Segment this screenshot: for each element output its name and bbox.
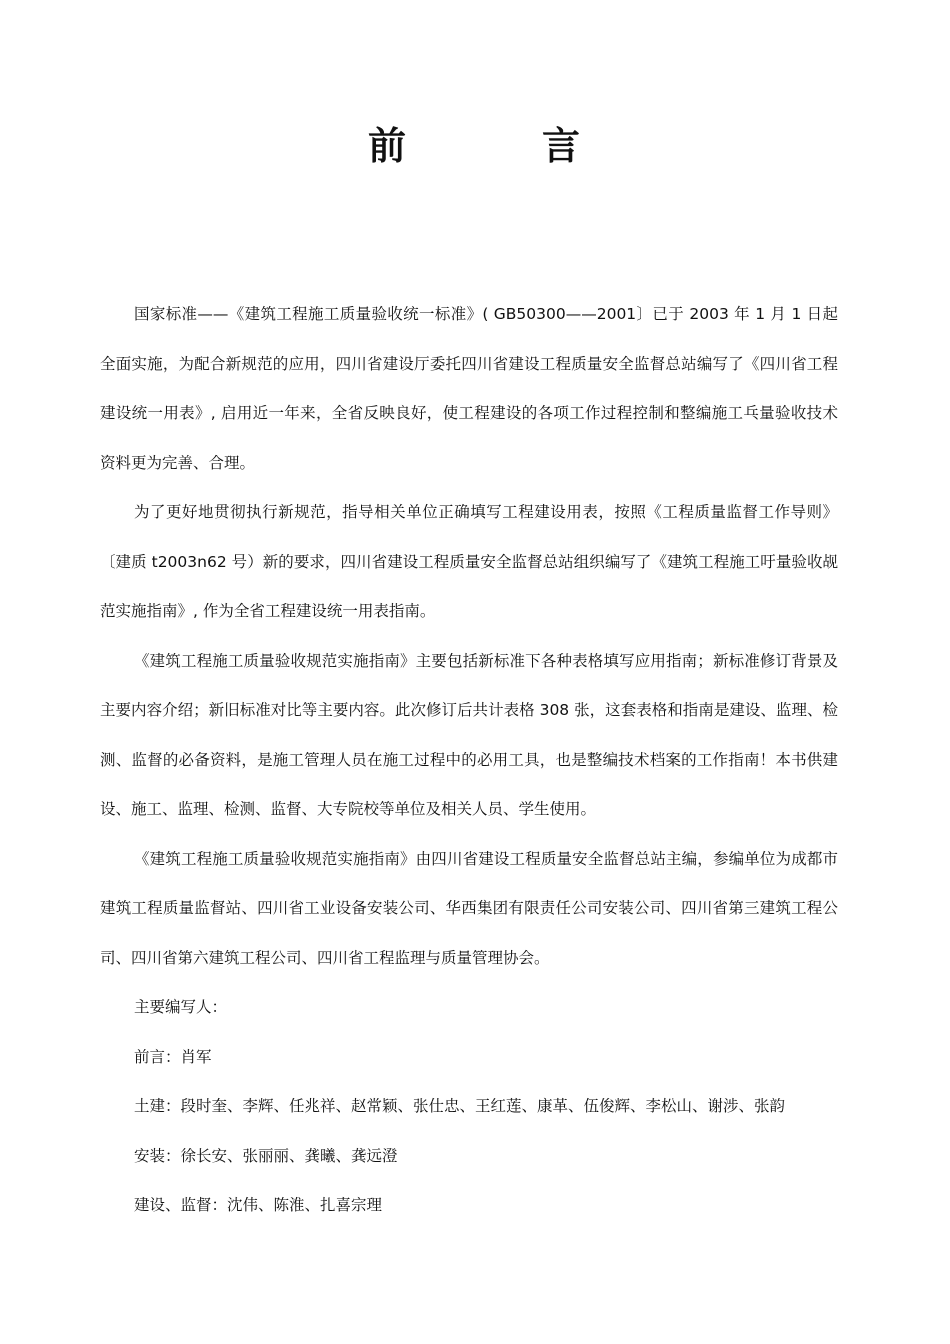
authors-supervision: 建设、监督：沈伟、陈淮、扎喜宗理: [134, 1196, 383, 1214]
paragraph-standard-intro: 国家标准——《建筑工程施工质量验收统一标准》( GB50300——2001〕已于 2003 年 1 月 1 日起全面实施，为配合新规范的应用，四川省建设厅委托四川省建设工程质量安全监督总站编写了《四川省工程建设统一用表》, 启用近一年来，全省反映良好，使工程建设的各项工作过程控制和整编施工乓量验收技术资料更为完善、合理。: [100, 305, 838, 472]
title-char-2: 言: [541, 123, 582, 168]
authors-civil: 土建：段时奎、李辉、任兆祥、赵常颖、张仕忠、王红莲、康革、伍俊辉、李松山、谢涉、张韵: [134, 1097, 786, 1115]
authors-preface: 前言：肖军: [134, 1047, 212, 1066]
paragraph-purpose: 为了更好地贯彻执行新规范，指导相关单位正确填写工程建设用表，按照《工程质量监督工作导则》〔建质 t2003n62 号）新的要求，四川省建设工程质量安全监督总站组织编写了《建筑工程施工吁量验收觇范实施指南》, 作为全省工程建设统一用表指南。: [100, 503, 838, 620]
title-char-1: 前: [367, 123, 408, 168]
paragraph-editors: 《建筑工程施工质量验收规范实施指南》由四川省建设工程质量安全监督总站主编，参编单位为成都市建筑工程质量监督站、四川省工业设备安装公司、华西集团有限责任公司安装公司、四川省第三建筑工程公司、四川省第六建筑工程公司、四川省工程监理与质量管理协会。: [100, 849, 838, 967]
preface-body: [100, 290, 838, 1231]
authors-heading: 主要编写人：: [134, 998, 228, 1016]
paragraph-contents: 《建筑工程施工质量验收规范实施指南》主要包括新标准下各种表格填写应用指南；新标准修订背景及主要内容介绍；新旧标准对比等主要内容。此次修订后共计表格 308 张，这套表格和指南是建设、监理、检测、监督的必备资料，是施工管理人员在施工过程中的必用工具，也是整编技术档案的工作指南！本书供建设、施工、监理、检测、监督、大专院校等单位及相关人员、学生使用。: [100, 651, 838, 818]
authors-install: 安装：徐长安、张丽丽、龚曦、龚远澄: [134, 1146, 398, 1165]
page-title: [0, 118, 950, 174]
